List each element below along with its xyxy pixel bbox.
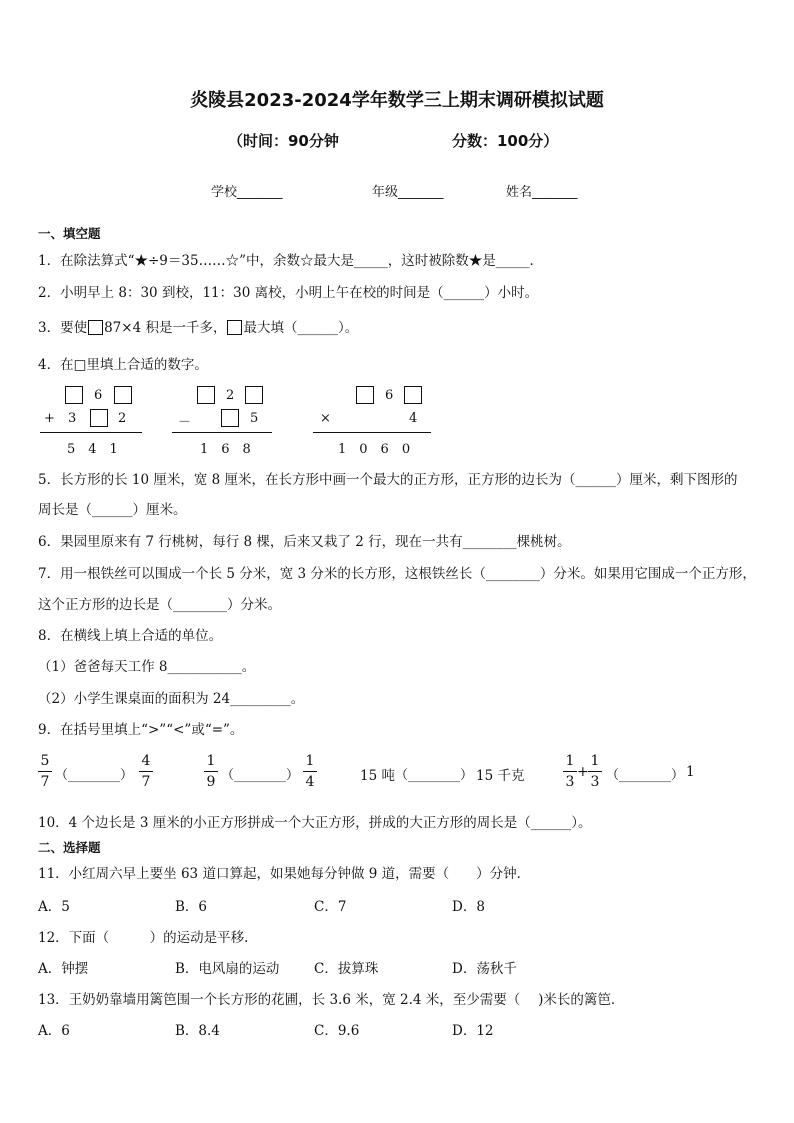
- choice-b: B．8.4: [175, 1023, 220, 1039]
- question-7-line1: 7．用一根铁丝可以围成一个长 5 分米，宽 3 分米的长方形，这根铁丝长（________）分米。如果用它围成一个正方形，: [38, 566, 756, 582]
- question-13: 13．王奶奶靠墙用篱笆围一个长方形的花圃，长 3.6 米，宽 2.4 米，至少需要（ )米长的篱笆．: [38, 992, 625, 1008]
- digit-box: [356, 386, 374, 404]
- question-2: 2．小明早上 8：30 到校，11：30 离校，小明上午在校的时间是（______）小时。: [38, 285, 539, 301]
- result: 1 6 8: [200, 442, 251, 457]
- digit: 4: [409, 411, 418, 426]
- question-8-2: （2）小学生课桌面的面积为 24_________。: [38, 691, 305, 707]
- name-field: 姓名_______: [506, 185, 578, 200]
- plus-sign: +: [577, 764, 589, 780]
- grade-field: 年级_______: [372, 185, 444, 200]
- question-8-1: （1）爸爸每天工作 8___________。: [38, 659, 256, 675]
- compare-term: 15 吨: [360, 768, 395, 784]
- choice-a: A．6: [38, 1023, 70, 1039]
- fraction: 1 4: [303, 753, 317, 790]
- question-9: 9．在括号里填上“>”“<”或“=”。: [38, 722, 244, 738]
- calc-line: [172, 432, 272, 433]
- operator: ×: [320, 411, 331, 426]
- page-title: 炎陵县2023-2024学年数学三上期末调研模拟试题: [190, 90, 604, 111]
- digit-box: [404, 386, 422, 404]
- choice-b: B．电风扇的运动: [175, 961, 280, 977]
- calc-line: [40, 432, 142, 433]
- answer-box: [88, 320, 103, 335]
- choice-d: D．荡秋千: [452, 961, 517, 977]
- question-3: [38, 316, 358, 336]
- operator: +: [44, 411, 55, 426]
- exam-score: 分数：100分）: [452, 132, 559, 150]
- digit: 5: [250, 411, 259, 426]
- choice-c: C．9.6: [314, 1023, 360, 1039]
- question-5-line2: 周长是（______）厘米。: [38, 502, 187, 518]
- digit: 2: [226, 388, 235, 403]
- question-7-line2: 这个正方形的边长是（________）分米。: [38, 597, 281, 613]
- question-4: 4．在□里填上合适的数字。: [38, 357, 208, 373]
- section-fill-blank: 一、填空题: [38, 226, 101, 241]
- school-field: 学校_______: [211, 185, 283, 200]
- digit-box: [221, 409, 239, 427]
- question-3-part1: 3．要使: [38, 320, 88, 336]
- section-choice: 二、选择题: [38, 840, 101, 855]
- digit-box: [197, 386, 215, 404]
- question-8: 8．在横线上填上合适的单位。: [38, 628, 223, 644]
- compare-blank: （________）: [395, 768, 474, 783]
- choice-a: A．钟摆: [38, 961, 89, 977]
- question-5-line1: 5．长方形的长 10 厘米，宽 8 厘米，在长方形中画一个最大的正方形，正方形的边长为（______）厘米，剩下图形的: [38, 472, 738, 488]
- result: 1 0 6 0: [338, 442, 411, 457]
- digit-box: [114, 386, 132, 404]
- question-12: 12．下面（ ）的运动是平移.: [38, 930, 249, 946]
- calc-line: [313, 432, 431, 433]
- operator: －: [178, 415, 192, 430]
- digit: 6: [94, 388, 103, 403]
- digit: 6: [385, 388, 394, 403]
- question-11: 11．小红周六早上要坐 63 道口算起，如果她每分钟做 9 道，需要（ ）分钟．: [38, 866, 531, 882]
- compare-term: 1: [686, 764, 695, 780]
- digit: 3: [68, 411, 77, 426]
- digit-box: [90, 409, 108, 427]
- choice-d: D．12: [452, 1023, 494, 1039]
- question-1: 1．在除法算式“★÷9＝35……☆”中，余数☆最大是_____，这时被除数★是_____．: [38, 253, 543, 269]
- fraction: 1 3: [588, 753, 602, 790]
- choice-c: C．拔算珠: [314, 961, 379, 977]
- fraction: 1 9: [204, 753, 218, 790]
- fraction: 1 3: [563, 753, 577, 790]
- fraction: 5 7: [38, 753, 52, 790]
- answer-box: [227, 320, 242, 335]
- digit: 2: [118, 411, 127, 426]
- digit-box: [65, 386, 83, 404]
- digit-box: [245, 386, 263, 404]
- question-3-part2: 87×4 积是一千多，: [104, 320, 227, 336]
- compare-blank: （________）: [606, 768, 685, 783]
- choice-a: A．5: [38, 899, 70, 915]
- fraction: 4 7: [139, 753, 153, 790]
- choice-b: B．6: [175, 899, 208, 915]
- compare-blank: （________）: [221, 768, 300, 783]
- question-10: 10．4 个边长是 3 厘米的小正方形拼成一个大正方形，拼成的大正方形的周长是（______）。: [38, 815, 592, 831]
- choice-d: D．8: [452, 899, 485, 915]
- question-6: 6．果园里原来有 7 行桃树，每行 8 棵，后来又栽了 2 行，现在一共有________棵桃树。: [38, 534, 571, 550]
- result: 5 4 1: [67, 442, 118, 457]
- exam-time: （时间：90分钟: [228, 132, 339, 150]
- compare-blank: （________）: [55, 768, 134, 783]
- choice-c: C．7: [314, 899, 347, 915]
- compare-term: 15 千克: [476, 768, 525, 784]
- question-3-part3: 最大填（______）。: [243, 320, 359, 336]
